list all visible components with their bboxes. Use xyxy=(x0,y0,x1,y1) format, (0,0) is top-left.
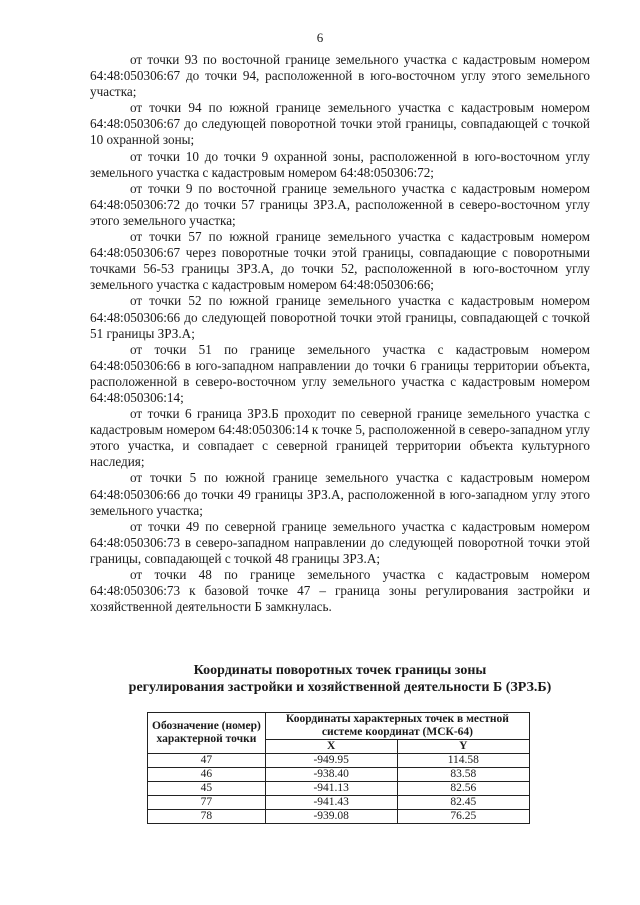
header-coordinates: Координаты характерных точек в местной системе координат (МСК-64) xyxy=(265,713,529,740)
table-row xyxy=(148,810,530,824)
page-number: 6 xyxy=(316,30,324,45)
y-cell: 83.58 xyxy=(397,768,529,782)
table-row xyxy=(148,754,530,768)
x-cell: -949.95 xyxy=(265,754,397,768)
paragraph: от точки 57 по южной границе земельного участка с кадастровым номером 64:48:050306:67 через поворотные точки этой границы, совпадающие с поворотными точками 56-53 границы ЗРЗ.А, до точки 52, расположенной в юго-восточном углу земельного участка с кадастровым номером 64:48:050306:66; xyxy=(90,229,590,293)
paragraph: от точки 94 по южной границе земельного участка с кадастровым номером 64:48:050306:67 до следующей поворотной точки этой границы, совпадающей с точкой 10 охранной зоны; xyxy=(90,100,590,148)
paragraph: от точки 9 по восточной границе земельного участка с кадастровым номером 64:48:050306:72 до точки 57 границы ЗРЗ.А, расположенной в северо-восточном углу этого земельного участка; xyxy=(90,180,590,228)
y-cell: 76.25 xyxy=(397,810,529,824)
x-cell: -939.08 xyxy=(265,810,397,824)
x-cell: -941.43 xyxy=(265,796,397,810)
y-cell: 82.56 xyxy=(397,782,529,796)
table-title-line: регулирования застройки и хозяйственной деятельности Б (ЗРЗ.Б) xyxy=(128,680,552,695)
point-cell: 46 xyxy=(148,768,266,782)
x-cell: -941.13 xyxy=(265,782,397,796)
table-row xyxy=(148,768,530,782)
header-point-label: Обозначение (номер) характерной точки xyxy=(148,713,266,754)
table-title-line: Координаты поворотных точек границы зоны xyxy=(193,663,487,678)
paragraph: от точки 93 по восточной границе земельного участка с кадастровым номером 64:48:050306:67 до точки 94, расположенной в юго-восточном углу этого земельного участка; xyxy=(90,52,590,100)
table-row xyxy=(148,796,530,810)
coordinates-table xyxy=(147,712,530,824)
point-cell: 45 xyxy=(148,782,266,796)
x-cell: -938.40 xyxy=(265,768,397,782)
paragraph: от точки 48 по границе земельного участка с кадастровым номером 64:48:050306:73 к базовой точке 47 – граница зоны регулирования застройки и хозяйственной деятельности Б замкнулась. xyxy=(90,567,590,615)
document-body xyxy=(90,52,590,615)
point-cell: 77 xyxy=(148,796,266,810)
table-title xyxy=(90,662,590,696)
header-y: Y xyxy=(397,740,529,754)
point-cell: 78 xyxy=(148,810,266,824)
paragraph: от точки 52 по южной границе земельного участка с кадастровым номером 64:48:050306:66 до следующей поворотной точки этой границы, совпадающей с точкой 51 границы ЗРЗ.А; xyxy=(90,293,590,341)
paragraph: от точки 49 по северной границе земельного участка с кадастровым номером 64:48:050306:73 в северо-западном направлении до следующей поворотной точки этой границы, совпадающей с точкой 48 границы ЗРЗ.А; xyxy=(90,518,590,566)
paragraph: от точки 51 по границе земельного участка с кадастровым номером 64:48:050306:66 в юго-западном направлении до точки 6 границы территории объекта, расположенной в северо-восточном углу земельного участка с кадастровым номером 64:48:050306:14; xyxy=(90,341,590,405)
point-cell: 47 xyxy=(148,754,266,768)
paragraph: от точки 5 по южной границе земельного участка с кадастровым номером 64:48:050306:66 до точки 49 границы ЗРЗ.А, расположенной в юго-западном углу этого земельного участка; xyxy=(90,470,590,518)
table-row xyxy=(148,782,530,796)
y-cell: 114.58 xyxy=(397,754,529,768)
paragraph: от точки 6 граница ЗРЗ.Б проходит по северной границе земельного участка с кадастровым номером 64:48:050306:14 к точке 5, расположенной в северо-западном углу этого участка, и совпадает с северной границей территории объекта культурного наследия; xyxy=(90,406,591,470)
y-cell: 82.45 xyxy=(397,796,529,810)
header-x: X xyxy=(265,740,397,754)
paragraph: от точки 10 до точки 9 охранной зоны, расположенной в юго-восточном углу земельного участка с кадастровым номером 64:48:050306:72; xyxy=(90,148,590,180)
